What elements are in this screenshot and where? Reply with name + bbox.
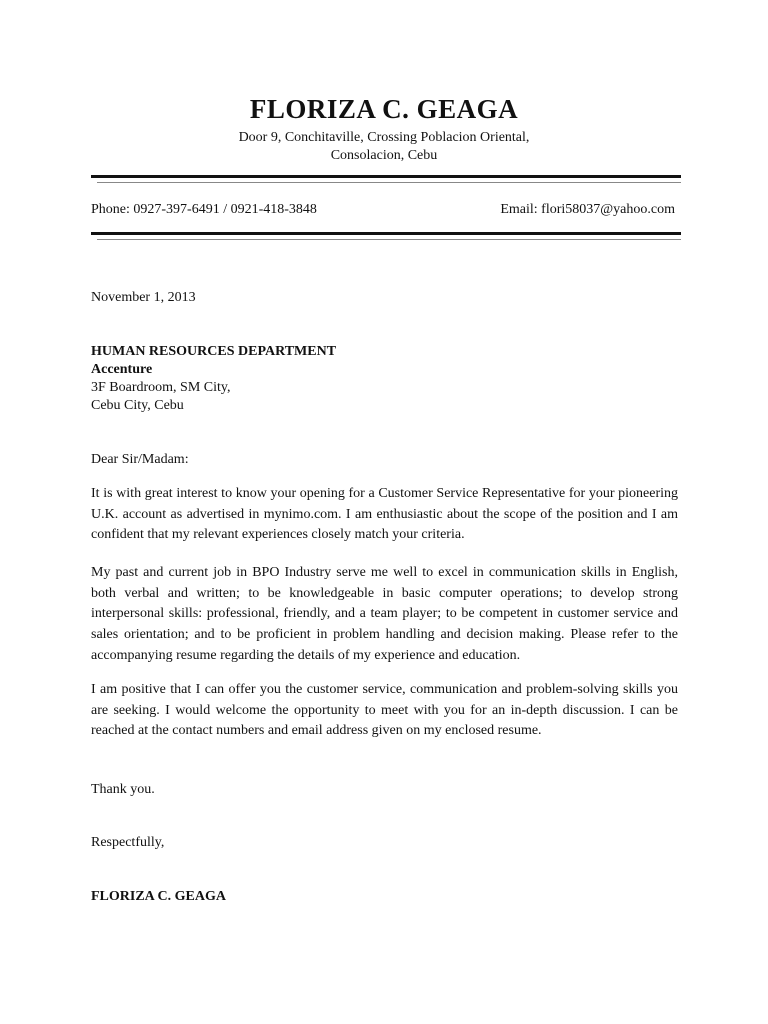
recipient-address-line2: Cebu City, Cebu bbox=[91, 398, 184, 413]
header-divider-top-shadow bbox=[97, 182, 681, 183]
applicant-name: FLORIZA C. GEAGA bbox=[249, 94, 519, 124]
closing-line: Respectfully, bbox=[91, 835, 165, 850]
header-divider-bottom bbox=[91, 232, 681, 235]
recipient-department: HUMAN RESOURCES DEPARTMENT bbox=[91, 344, 337, 359]
body-paragraph-1: It is with great interest to know your opening for a Customer Service Representative for your pioneering U.K. account as advertised in mynimo.com. I am enthusiastic about the scope of the position and I am confident that my relevant experiences closely match your criteria. bbox=[91, 486, 678, 543]
body-paragraph-2: My past and current job in BPO Industry serve me well to excel in communication skills in English, both verbal and written; to be knowledgeable in basic computer operations; to develop strong interpersonal skills: professional, friendly, and a team player; to be competent in customer service and sales orientation; and to be proficient in problem handling and decision making. Please refer to the accompanying resume regarding the details of my experience and education. bbox=[91, 565, 678, 663]
header-divider-top bbox=[91, 175, 681, 178]
recipient-address-line1: 3F Boardroom, SM City, bbox=[91, 380, 231, 395]
thank-you-line: Thank you. bbox=[91, 782, 155, 797]
recipient-company: Accenture bbox=[91, 362, 153, 377]
letter-date: November 1, 2013 bbox=[91, 290, 196, 305]
email-address: Email: flori58037@yahoo.com bbox=[500, 202, 675, 217]
header-divider-bottom-shadow bbox=[97, 239, 681, 240]
phone-numbers: Phone: 0927-397-6491 / 0921-418-3848 bbox=[91, 202, 317, 217]
applicant-address-line1: Door 9, Conchitaville, Crossing Poblacion Oriental, bbox=[238, 130, 530, 145]
signature-name: FLORIZA C. GEAGA bbox=[91, 889, 226, 904]
body-paragraph-3: I am positive that I can offer you the customer service, communication and problem-solving skills you are seeking. I would welcome the opportunity to meet with you for an in-depth discussion. I can be reached at the contact numbers and email address given on my enclosed resume. bbox=[91, 682, 678, 739]
applicant-address-line2: Consolacion, Cebu bbox=[330, 148, 438, 163]
salutation: Dear Sir/Madam: bbox=[91, 452, 189, 467]
